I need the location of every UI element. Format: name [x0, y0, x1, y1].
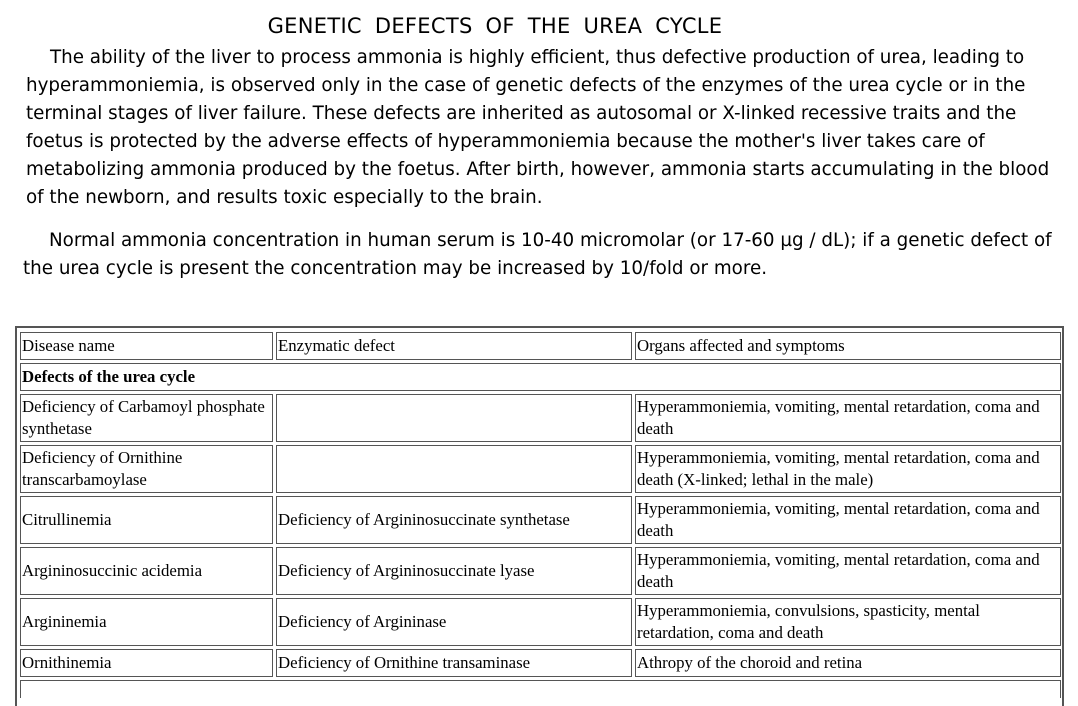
page-title: GENETIC DEFECTS OF THE UREA CYCLE — [267, 14, 723, 38]
table-row — [20, 547, 1061, 595]
table-grid — [17, 329, 1064, 701]
disease-name-cell: Deficiency of Carbamoyl phosphate synthetase — [20, 394, 273, 442]
disease-name-cell: Argininosuccinic acidemia — [20, 547, 273, 595]
symptoms-cell: Hyperammoniemia, vomiting, mental retardation, coma and death (X-linked; lethal in the male) — [635, 445, 1061, 493]
table-row — [20, 394, 1061, 442]
enzymatic-defect-cell — [276, 445, 632, 493]
section-row — [20, 363, 1061, 391]
ammonia-concentration-paragraph: Normal ammonia concentration in human serum is 10-40 micromolar (or 17-60 µg / dL); if a genetic defect of the urea cycle is present the concentration may be increased by 10/fold or more. — [23, 230, 1052, 279]
header-disease-name: Disease name — [20, 332, 273, 360]
header-organs-symptoms: Organs affected and symptoms — [635, 332, 1061, 360]
cut-off-cell — [20, 680, 1061, 698]
symptoms-cell: Hyperammoniemia, vomiting, mental retardation, coma and death — [635, 496, 1061, 544]
header-enzymatic-defect: Enzymatic defect — [276, 332, 632, 360]
enzymatic-defect-cell: Deficiency of Argininosuccinate lyase — [276, 547, 632, 595]
table-row — [20, 445, 1061, 493]
intro-paragraph: The ability of the liver to process ammonia is highly efficient, thus defective production of urea, leading to hyperammoniemia, is observed only in the case of genetic defects of the enzymes of the urea cycle or in the terminal stages of liver failure. These defects are inherited as autosomal or X-linked recessive traits and the foetus is protected by the adverse effects of hyperammoniemia because the mother's liver takes care of metabolizing ammonia produced by the foetus. After birth, however, ammonia starts accumulating in the blood of the newborn, and results toxic especially to the brain. — [26, 47, 1050, 208]
symptoms-cell: Hyperammoniemia, vomiting, mental retardation, coma and death — [635, 547, 1061, 595]
disease-name-cell: Deficiency of Ornithine transcarbamoylase — [20, 445, 273, 493]
enzymatic-defect-cell: Deficiency of Argininosuccinate synthetase — [276, 496, 632, 544]
table-row — [20, 496, 1061, 544]
disease-name-cell: Ornithinemia — [20, 649, 273, 677]
table-row — [20, 649, 1061, 677]
enzymatic-defect-cell: Deficiency of Ornithine transaminase — [276, 649, 632, 677]
urea-cycle-defects-table — [15, 326, 1064, 706]
enzymatic-defect-cell — [276, 394, 632, 442]
table-row — [20, 598, 1061, 646]
symptoms-cell: Hyperammoniemia, vomiting, mental retardation, coma and death — [635, 394, 1061, 442]
enzymatic-defect-cell: Deficiency of Argininase — [276, 598, 632, 646]
table-row-partial — [20, 680, 1061, 698]
symptoms-cell: Hyperammoniemia, convulsions, spasticity, mental retardation, coma and death — [635, 598, 1061, 646]
section-label: Defects of the urea cycle — [20, 363, 1061, 391]
symptoms-cell: Athropy of the choroid and retina — [635, 649, 1061, 677]
disease-name-cell: Argininemia — [20, 598, 273, 646]
disease-name-cell: Citrullinemia — [20, 496, 273, 544]
table-header-row — [20, 332, 1061, 360]
